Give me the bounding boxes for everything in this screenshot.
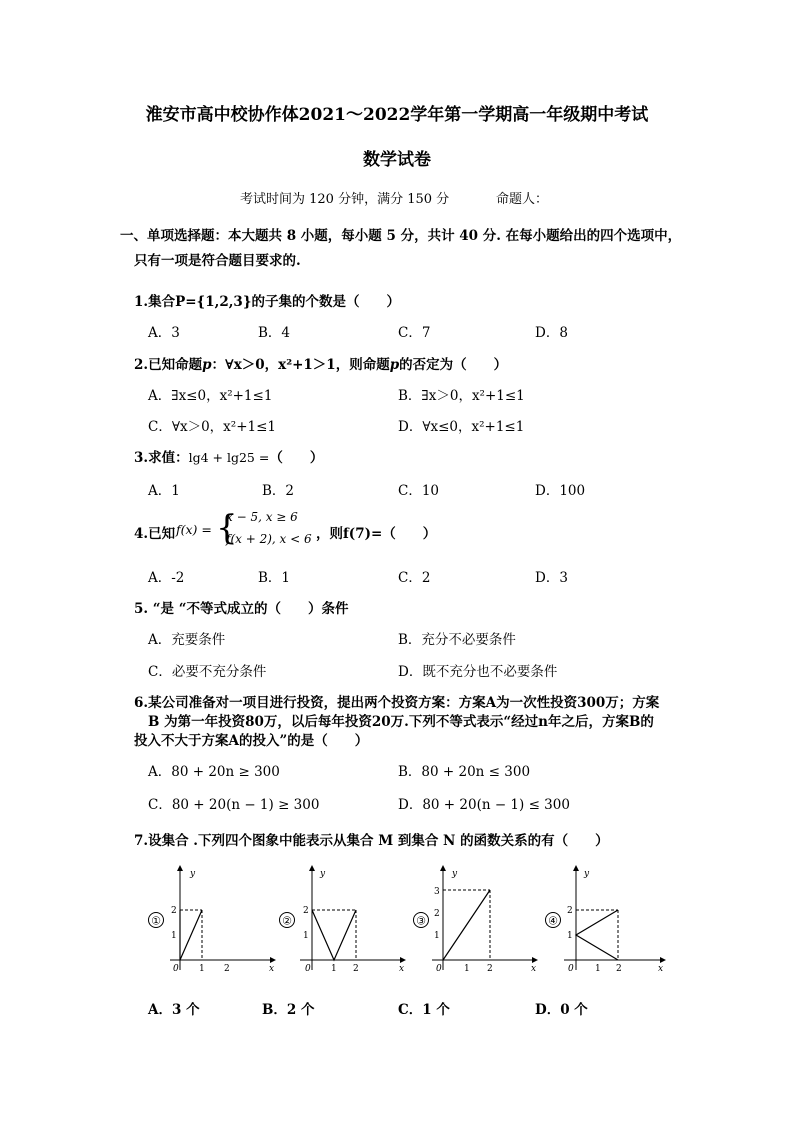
q2-stem-suffix: 的否定为（ ） — [399, 357, 508, 373]
q4-option-d: D．3 — [535, 570, 568, 586]
graph-4-y-tick-2: 2 — [567, 906, 573, 916]
q4-stem-prefix: 4.已知 — [134, 526, 176, 542]
graph-2-origin: 0 — [305, 964, 311, 974]
graph-3-label: ③ — [416, 914, 426, 928]
graph-4-y-axis-label: y — [584, 869, 590, 879]
graph-2-label: ② — [282, 914, 292, 928]
graph-1-y-axis-label: y — [190, 869, 196, 879]
q2-stem-p: p — [202, 357, 212, 373]
q3-option-a: A．1 — [148, 483, 180, 499]
q3-option-b: B．2 — [262, 483, 295, 499]
graph-1-y-tick-2: 2 — [171, 906, 177, 916]
q6-option-b: B．80 + 20n ≤ 300 — [398, 764, 531, 780]
q4-stem-suffix: ，则f(7)=（ ） — [316, 526, 437, 542]
graph-2-x-tick-1: 1 — [331, 964, 337, 974]
q2-option-d: D．∀x≤0，x²+1≤1 — [398, 419, 525, 435]
q1-option-a: A．3 — [148, 325, 180, 341]
q4-function-name: f(x) = — [176, 522, 212, 537]
section-heading-line2: 只有一项是符合题目要求的. — [134, 253, 301, 269]
author-label: 命题人： — [496, 192, 549, 207]
q2-stem-p2: p — [389, 357, 400, 373]
q6-line-1: 6.某公司准备对一项目进行投资，提出两个投资方案：方案A为一次性投资300万；方案 — [134, 695, 660, 711]
q6-line-2: B 为第一年投资80万，以后每年投资20万.下列不等式表示“经过n年之后，方案B的 — [148, 714, 654, 730]
exam-info: 考试时间为 120 分钟，满分 150 分 — [240, 192, 450, 207]
q4-option-b: B．1 — [258, 570, 291, 586]
q6-option-a: A．80 + 20n ≥ 300 — [148, 764, 280, 780]
q7-option-c: C．1 个 — [398, 1002, 450, 1018]
q5-option-a: A．充要条件 — [148, 632, 226, 648]
q3-expression: lg4 + lg25 = — [188, 450, 270, 465]
q4-option-c: C．2 — [398, 570, 431, 586]
graph-4-label: ④ — [548, 914, 558, 928]
graph-4-x-tick-1: 1 — [595, 964, 601, 974]
graph-4-x-tick-2: 2 — [616, 964, 622, 974]
section-heading-line1: 一、单项选择题：本大题共 8 小题，每小题 5 分，共计 40 分. 在每小题给出的四个选项中， — [120, 228, 682, 244]
graph-4 — [546, 866, 666, 974]
graph-3-y-tick-1: 1 — [434, 931, 440, 941]
q5-option-c: C．必要不充分条件 — [148, 664, 267, 680]
q2-option-a: A．∃x≤0，x²+1≤1 — [148, 388, 273, 404]
graph-1-origin: 0 — [173, 964, 179, 974]
q4-case-2: f(x + 2), x < 6 — [226, 532, 312, 546]
graph-4-y-tick-1: 1 — [567, 931, 573, 941]
graph-1-y-tick-1: 1 — [171, 931, 177, 941]
q5-option-b: B．充分不必要条件 — [398, 632, 516, 648]
q7-option-b: B．2 个 — [262, 1002, 315, 1018]
q2-stem-prefix: 2.已知命题 — [134, 357, 203, 373]
q2-stem — [134, 353, 507, 373]
q3-stem-prefix: 3.求值： — [134, 450, 189, 466]
graph-3 — [414, 866, 538, 974]
graph-1-x-tick-1: 1 — [199, 964, 205, 974]
q1-stem: 1.集合P={1,2,3}的子集的个数是（ ） — [134, 294, 400, 310]
exam-title: 淮安市高中校协作体2021～2022学年第一学期高一年级期中考试 — [145, 105, 649, 125]
q3-stem — [134, 446, 323, 466]
q4-brace: { — [216, 508, 238, 548]
graph-1-label: ① — [151, 914, 161, 928]
q2-stem-mid: ：∀x＞0，x²+1＞1，则命题 — [211, 357, 390, 373]
q2-option-b: B．∃x＞0，x²+1≤1 — [398, 388, 525, 404]
q6-line-3: 投入不大于方案A的投入”的是（ ） — [134, 733, 369, 749]
graph-2-x-tick-2: 2 — [353, 964, 359, 974]
graph-4-x-axis-label: x — [658, 964, 664, 974]
q1-option-c: C．7 — [398, 325, 431, 341]
graph-1-x-axis-label: x — [269, 964, 275, 974]
q5-option-d: D．既不充分也不必要条件 — [398, 664, 558, 680]
q4-case-1: x − 5, x ≥ 6 — [226, 510, 298, 524]
q1-option-b: B．4 — [258, 325, 291, 341]
q7-option-d: D．0 个 — [535, 1002, 588, 1018]
graph-3-y-tick-2: 2 — [434, 909, 440, 919]
graph-3-y-axis-label: y — [452, 869, 458, 879]
exam-subtitle: 数学试卷 — [363, 150, 431, 170]
q7-stem: 7.设集合 .下列四个图象中能表示从集合 M 到集合 N 的函数关系的有（ ） — [134, 833, 609, 849]
q3-option-d: D．100 — [535, 483, 586, 499]
graph-2-y-tick-1: 1 — [303, 931, 309, 941]
graph-3-y-tick-3: 3 — [434, 887, 440, 897]
graph-3-x-axis-label: x — [531, 964, 537, 974]
q3-option-c: C．10 — [398, 483, 440, 499]
q7-graphs-figure — [140, 858, 670, 978]
graph-3-origin: 0 — [436, 964, 442, 974]
graph-2-y-axis-label: y — [320, 869, 326, 879]
graph-2 — [280, 866, 406, 974]
q2-option-c: C．∀x＞0，x²+1≤1 — [148, 419, 277, 435]
q6-option-d: D．80 + 20(n − 1) ≤ 300 — [398, 797, 570, 813]
q4-option-a: A．-2 — [148, 570, 185, 586]
q6-option-c: C．80 + 20(n − 1) ≥ 300 — [148, 797, 320, 813]
q1-option-d: D．8 — [535, 325, 568, 341]
graph-3-x-tick-1: 1 — [464, 964, 470, 974]
q5-stem: 5. “是 “不等式成立的（ ）条件 — [134, 601, 349, 617]
graph-3-x-tick-2: 2 — [487, 964, 493, 974]
graph-1-x-tick-2: 2 — [224, 964, 230, 974]
graph-4-origin: 0 — [568, 964, 574, 974]
q7-option-a: A．3 个 — [148, 1002, 200, 1018]
graph-2-y-tick-2: 2 — [303, 906, 309, 916]
graph-2-x-axis-label: x — [399, 964, 405, 974]
q3-stem-suffix: （ ） — [269, 450, 324, 466]
graph-1 — [149, 866, 276, 974]
